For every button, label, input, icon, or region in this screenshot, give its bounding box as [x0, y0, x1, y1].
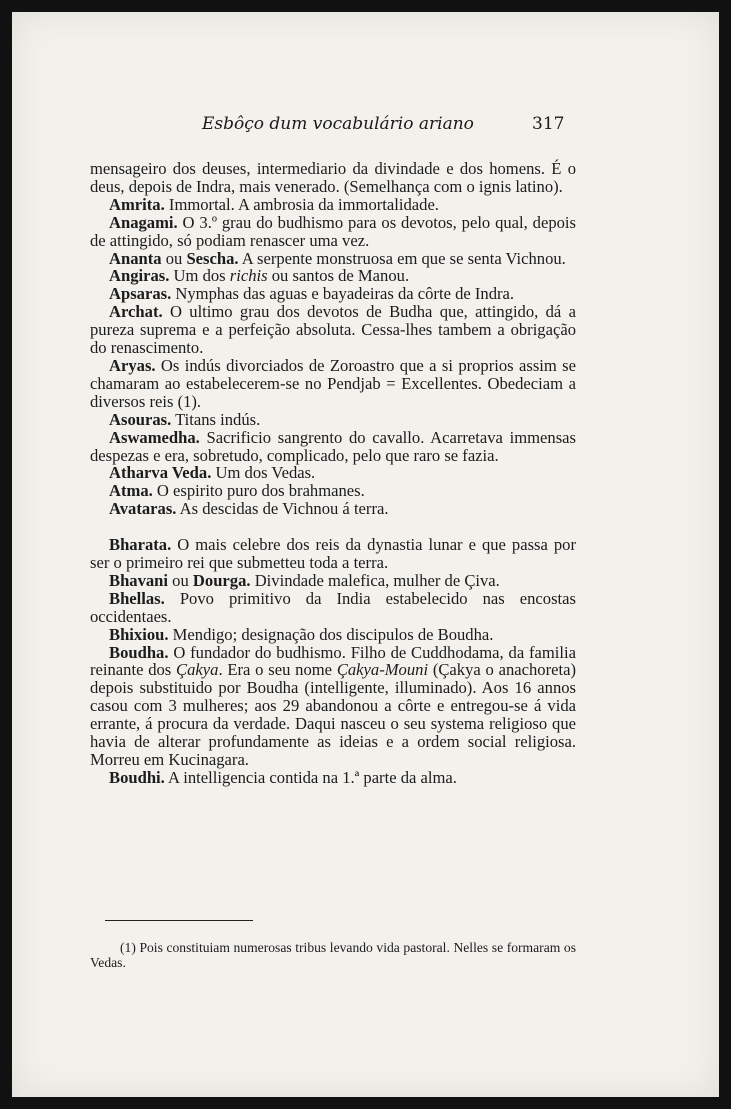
entry-term: Archat. [109, 302, 163, 322]
entry-definition-part: O fundador do budhismo. Filho de Cuddhodama, da familia reinante dos [90, 642, 576, 680]
entry-bhavani [90, 572, 576, 590]
footnote [90, 940, 576, 970]
entry-term: Atharva Veda. [109, 463, 212, 483]
entry-atma [90, 482, 576, 500]
footnote-text: (1) Pois constituiam numerosas tribus levando vida pastoral. Nelles se formaram os Vedas. [90, 940, 576, 970]
entry-atharva-veda [90, 464, 576, 482]
entry-definition: O ultimo grau dos devotos de Budha que, attingido, dá a pureza suprema e a perfeição absoluta. Cessa-lhes tambem a obrigação do renascimento. [90, 302, 576, 358]
entry-definition: O mais celebre dos reis da dynastia lunar e que passa por ser o primeiro rei que submetteu toda a terra. [90, 535, 576, 573]
entry-amrita [90, 196, 576, 214]
entry-term: Aryas. [109, 355, 156, 375]
entry-bhellas [90, 590, 576, 626]
entry-term: Boudhi. [109, 767, 165, 787]
entry-apsaras [90, 285, 576, 303]
entry-term: Amrita. [109, 194, 165, 214]
entry-term: Apsaras. [109, 284, 172, 304]
entry-connector: ou [161, 248, 187, 268]
entry-definition: Sacrificio sangrento do cavallo. Acarretava immensas despezas e era, sobretudo, complicado, pelo que raro se fazia. [90, 427, 576, 465]
entry-avataras [90, 500, 576, 518]
entry-term: Aswamedha. [109, 427, 200, 447]
continuation-paragraph: mensageiro dos deuses, intermediario da divindade e dos homens. É o deus, depois de Indra, mais venerado. (Semelhança com o ignis latino). [90, 159, 576, 196]
entry-definition: Titans indús. [171, 409, 261, 429]
entry-term: Anagami. [109, 212, 178, 232]
entry-boudhi [90, 769, 576, 787]
vocabulary-body [90, 160, 576, 787]
entry-definition: Immortal. A ambrosia da immortalidade. [164, 194, 439, 214]
entry-definition: ou santos de Manou. [267, 266, 410, 286]
footnote-divider [105, 920, 253, 921]
page [12, 12, 719, 1097]
entry-connector: ou [168, 570, 193, 590]
entry-definition: Nymphas das aguas e bayadeiras da côrte de Indra. [171, 284, 515, 304]
entry-definition: A serpente monstruosa em que se senta Vichnou. [238, 248, 566, 268]
entry-definition-italic: Çakya [176, 660, 219, 680]
entry-definition: Mendigo; designação dos discipulos de Boudha. [168, 624, 494, 644]
entry-definition: Divindade malefica, mulher de Çiva. [250, 570, 500, 590]
entry-term: Avataras. [109, 499, 177, 519]
entry-asouras [90, 411, 576, 429]
entry-term: Boudha. [109, 642, 169, 662]
entry-archat [90, 303, 576, 357]
entry-term-alt: Sescha. [186, 248, 239, 268]
entry-definition-italic: richis [229, 266, 268, 286]
entry-definition: Povo primitivo da India estabelecido nas encostas occidentaes. [90, 588, 576, 626]
entry-definition-part: (Çakya o anachoreta) depois substituido por Boudha (intelligente, illuminado). Aos 16 annos casou com 3 mulheres; aos 29 abandonou a côrte e entregou-se á vida errante, á procura da verdade. Daqui nasceu o seu systema religioso que havia de alterar profundamente as ideias e a ordem social religiosa. Morreu em Kucinagara. [90, 660, 576, 769]
entry-anagami [90, 214, 576, 250]
entry-bhixiou [90, 626, 576, 644]
entry-ananta [90, 250, 576, 268]
entry-definition: O espirito puro dos brahmanes. [152, 481, 365, 501]
entry-aswamedha [90, 429, 576, 465]
entry-term: Bhavani [109, 570, 169, 590]
entry-definition: Os indús divorciados de Zoroastro que a si proprios assim se chamaram ao estabelecerem-se no Pendjab = Excellentes. Obedeciam a diversos reis (1). [90, 355, 576, 411]
entry-boudha [90, 644, 576, 769]
entry-definition: As descidas de Vichnou á terra. [176, 499, 389, 519]
entry-definition: Um dos Vedas. [211, 463, 316, 483]
entry-term: Bharata. [109, 535, 172, 555]
entry-definition-part: . Era o seu nome [218, 660, 337, 680]
entry-term: Bhellas. [109, 588, 165, 608]
entry-aryas [90, 357, 576, 411]
entry-term: Asouras. [109, 409, 172, 429]
entry-definition-pre: Um dos [169, 266, 230, 286]
entry-definition-italic: Çakya-Mouni [336, 660, 429, 680]
entry-angiras [90, 267, 576, 285]
entry-term-alt: Dourga. [192, 570, 251, 590]
page-number: 317 [532, 114, 565, 134]
entry-term: Atma. [109, 481, 153, 501]
entry-definition: O 3.º grau do budhismo para os devotos, pelo qual, depois de attingido, só podiam renascer uma vez. [90, 212, 576, 250]
page-header [12, 114, 719, 138]
entry-term: Ananta [109, 248, 162, 268]
section-gap [90, 518, 576, 536]
entry-term: Bhixiou. [109, 624, 169, 644]
running-title: Esbôço dum vocabulário ariano [202, 114, 474, 134]
entry-bharata [90, 536, 576, 572]
entry-term: Angiras. [109, 266, 170, 286]
entry-definition: A intelligencia contida na 1.ª parte da alma. [164, 767, 457, 787]
